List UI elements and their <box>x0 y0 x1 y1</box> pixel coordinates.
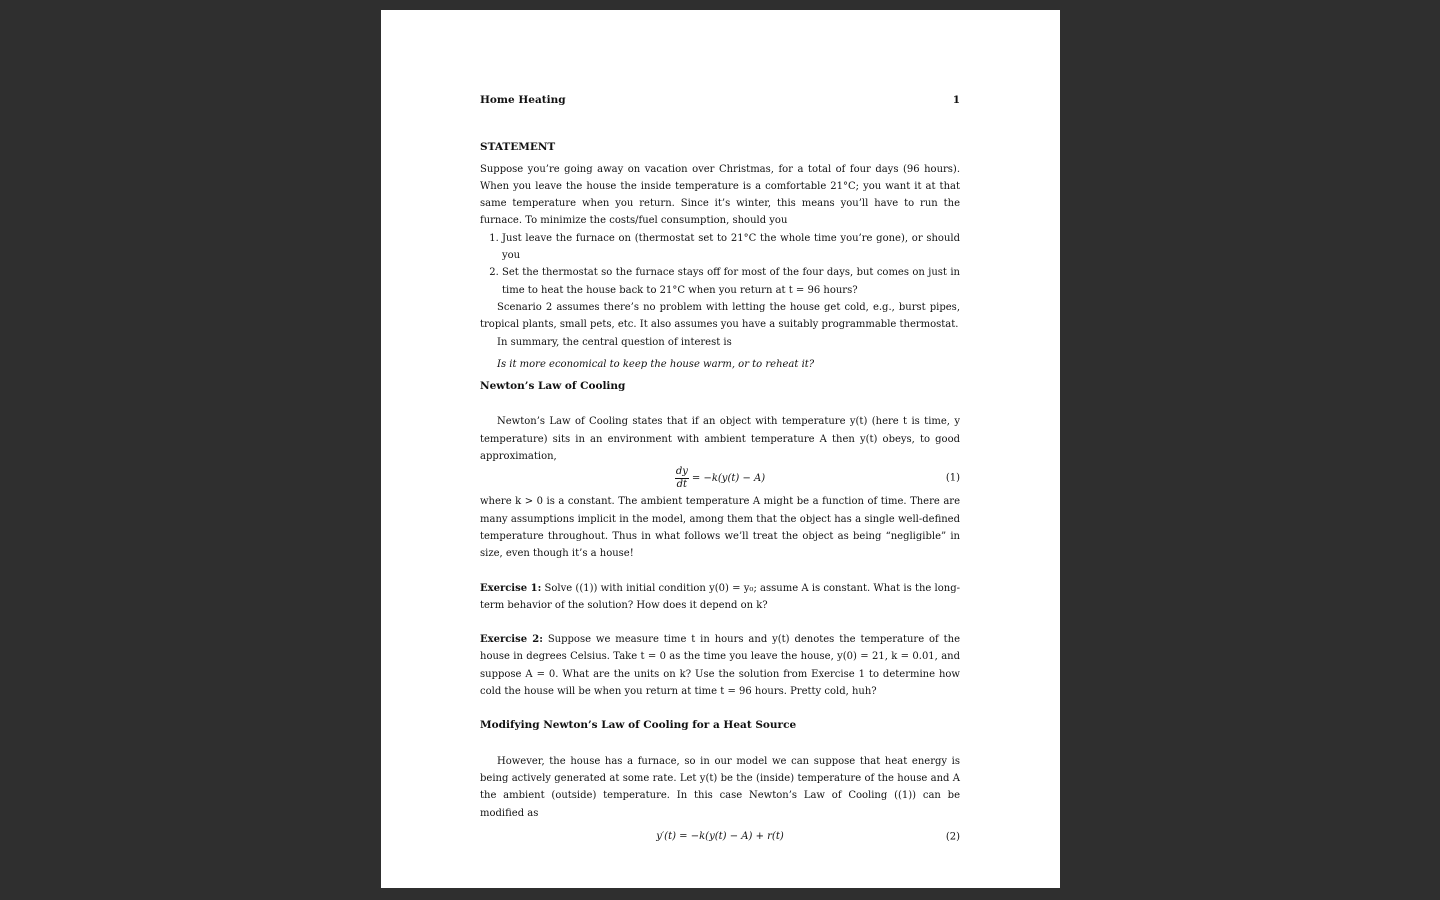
equation-2 <box>480 828 960 846</box>
central-question: Is it more economical to keep the house warm, or to reheat it? <box>497 358 815 370</box>
exercise-1 <box>480 580 960 615</box>
derivative-fraction <box>675 466 689 491</box>
exercise-2-text: Suppose we measure time t in hours and y(t) denotes the temperature of the house in degrees Celsius. Take t = 0 as the time you leave the house, y(0) = 21, k = 0.01, and suppose A = 0. What are the units on k? Use the solution from Exercise 1 to determine how cold the house will be when you return at time t = 96 hours. Pretty cold, huh? <box>480 634 960 698</box>
exercise-1-text: Solve ((1)) with initial condition y(0) = y₀; assume A is constant. What is the long-term behavior of the solution? How does it depend on k? <box>480 582 960 611</box>
equation-1-rhs: = −k(y(t) − A) <box>691 472 766 484</box>
heat-source-paragraph: However, the house has a furnace, so in our model we can suppose that heat energy is being actively generated at some rate. Let y(t) be the (inside) temperature of the house and A the ambient (outside) temperature. In this case Newton’s Law of Cooling ((1)) can be modified as <box>480 755 960 819</box>
document-page <box>381 10 1060 888</box>
equation-1 <box>480 465 960 491</box>
summary-text: In summary, the central question of interest is <box>497 336 732 348</box>
exercise-1-label: Exercise 1: <box>480 582 542 594</box>
scenario-note: Scenario 2 assumes there’s no problem with letting the house get cold, e.g., burst pipes, tropical plants, small pets, etc. It also assumes you have a suitably programmable thermostat. <box>480 301 960 331</box>
page-number: 1 <box>952 94 960 106</box>
running-header <box>480 92 960 109</box>
newton-paragraph-2: where k > 0 is a constant. The ambient temperature A might be a function of time. There are many assumptions implicit in the model, among them that the object has a single well-defined temperature throughout. Thus in what follows we’ll treat the object as being “negligible” in size, even though it’s a house! <box>480 496 960 560</box>
fraction-numerator: dy <box>675 465 688 477</box>
newton-heading: Newton’s Law of Cooling <box>480 380 626 393</box>
running-title: Home Heating <box>480 94 566 106</box>
fraction-denominator: dt <box>676 478 688 490</box>
statement-intro: Suppose you’re going away on vacation over Christmas, for a total of four days (96 hours). When you leave the house the inside temperature is a comfortable 21°C; you want it at that same temperature when you return. Since it’s winter, this means you’ll have to run the furnace. To minimize the costs/fuel consumption, should you <box>480 163 960 227</box>
equation-1-number: (1) <box>945 472 960 484</box>
newton-paragraph-1: Newton’s Law of Cooling states that if an object with temperature y(t) (here t is time, y temperature) sits in an environment with ambient temperature A then y(t) obeys, to good approximation, <box>480 416 960 463</box>
options-list <box>480 230 960 299</box>
exercise-2-label: Exercise 2: <box>480 634 543 646</box>
option-item: 2. Set the thermostat so the furnace stays off for most of the four days, but comes on just in time to heat the house back to 21°C when you return at t = 96 hours? <box>502 264 960 299</box>
option-item: 1. Just leave the furnace on (thermostat set to 21°C the whole time you’re gone), or should you <box>502 230 960 265</box>
equation-2-body: y′(t) = −k(y(t) − A) + r(t) <box>656 831 784 843</box>
page-content <box>480 92 960 848</box>
statement-heading: STATEMENT <box>480 141 556 154</box>
equation-2-number: (2) <box>945 831 960 843</box>
heat-source-heading: Modifying Newton’s Law of Cooling for a Heat Source <box>480 719 797 732</box>
exercise-2 <box>480 631 960 700</box>
